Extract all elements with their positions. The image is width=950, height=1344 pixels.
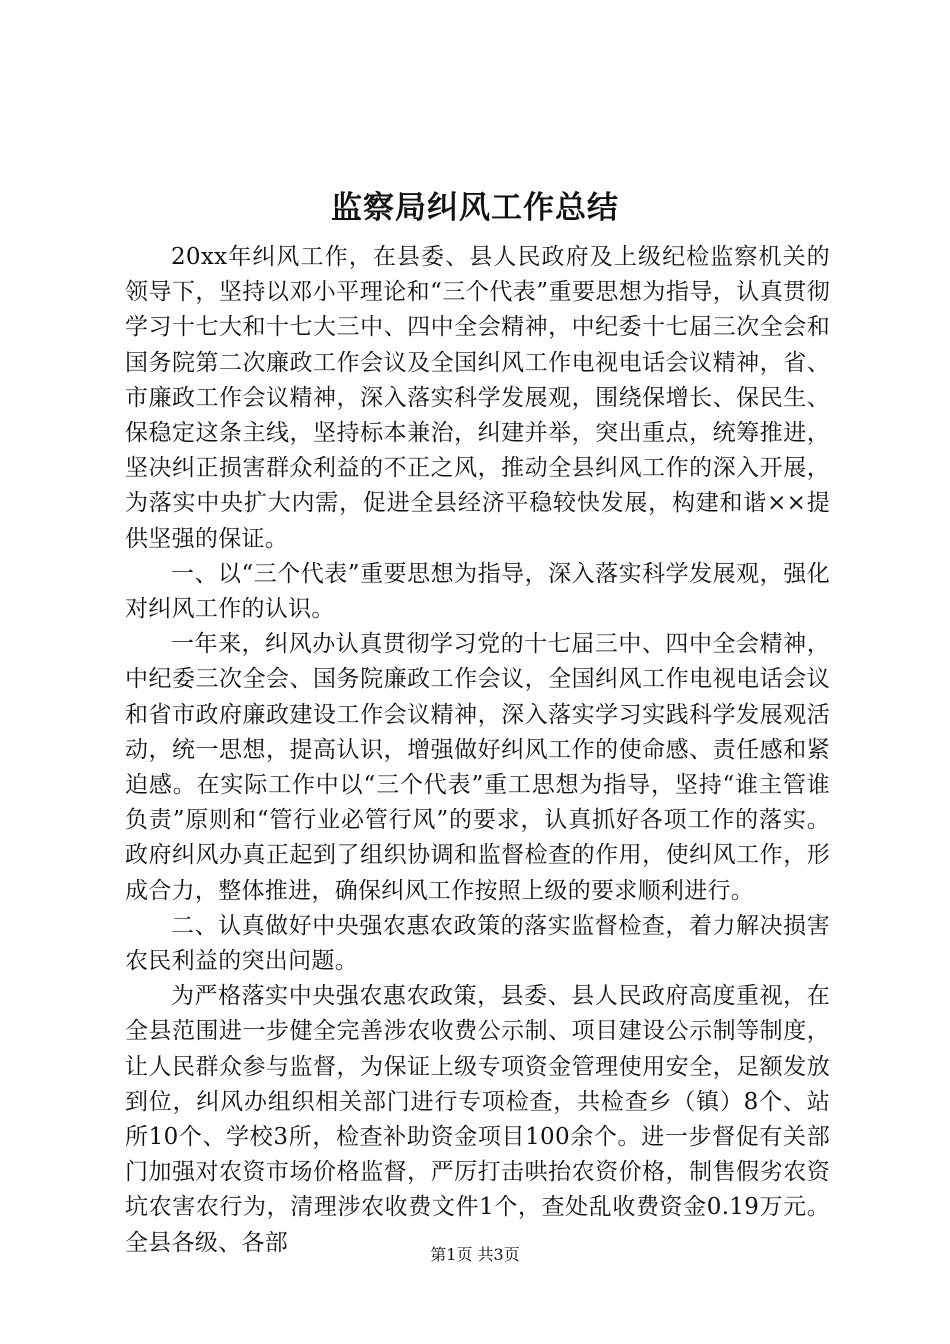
paragraph-section-2: 为严格落实中央强农惠农政策，县委、县人民政府高度重视，在全县范围进一步健全完善涉农收费公示制、项目建设公示制等制度，让人民群众参与监督，为保证上级专项资金管理使用安全，足额发放到位，纠风办组织相关部门进行专项检查，共检查乡（镇）8个、站所10个、学校3所，检查补助资金项目100余个。进一步督促有关部门加强对农资市场价格监督，严厉打击哄抬农资价格，制售假劣农资坑农害农行为，清理涉农收费文件1个，查处乱收费资金0.19万元。全县各级、各部 [125,983,830,1256]
paragraph-section-1: 一年来，纠风办认真贯彻学习党的十七届三中、四中全会精神，中纪委三次全会、国务院廉政工作会议，全国纠风工作电视电话会议和省市政府廉政建设工作会议精神，深入落实学习实践科学发展观活动，统一思想，提高认识，增强做好纠风工作的使命感、责任感和紧迫感。在实际工作中以“三个代表”重工思想为指导，坚持“谁主管谁负责”原则和“管行业必管行风”的要求，认真抓好各项工作的落实。政府纠风办真正起到了组织协调和监督检查的作用，使纠风工作，形成合力，整体推进，确保纠风工作按照上级的要求顺利进行。 [125,631,830,904]
page-number-footer: 第1页 共3页 [430,1245,520,1264]
document-title: 监察局纠风工作总结 [331,190,619,226]
section-heading-1: 一、以“三个代表”重要思想为指导，深入落实科学发展观，强化对纠风工作的认识。 [125,560,830,623]
paragraph-intro: 20xx年纠风工作，在县委、县人民政府及上级纪检监察机关的领导下，坚持以邓小平理论和“三个代表”重要思想为指导，认真贯彻学习十七大和十七大三中、四中全会精神，中纪委十七届三次全会和国务院第二次廉政工作会议及全国纠风工作电视电话会议精神，省、市廉政工作会议精神，深入落实科学发展观，围绕保增长、保民生、保稳定这条主线，坚持标本兼治，纠建并举，突出重点，统筹推进，坚决纠正损害群众利益的不正之风，推动全县纠风工作的深入开展，为落实中央扩大内需，促进全县经济平稳较快发展，构建和谐××提供坚强的保证。 [125,244,830,552]
section-heading-2: 二、认真做好中央强农惠农政策的落实监督检查，着力解决损害农民利益的突出问题。 [125,912,830,975]
document-body [125,240,830,1261]
